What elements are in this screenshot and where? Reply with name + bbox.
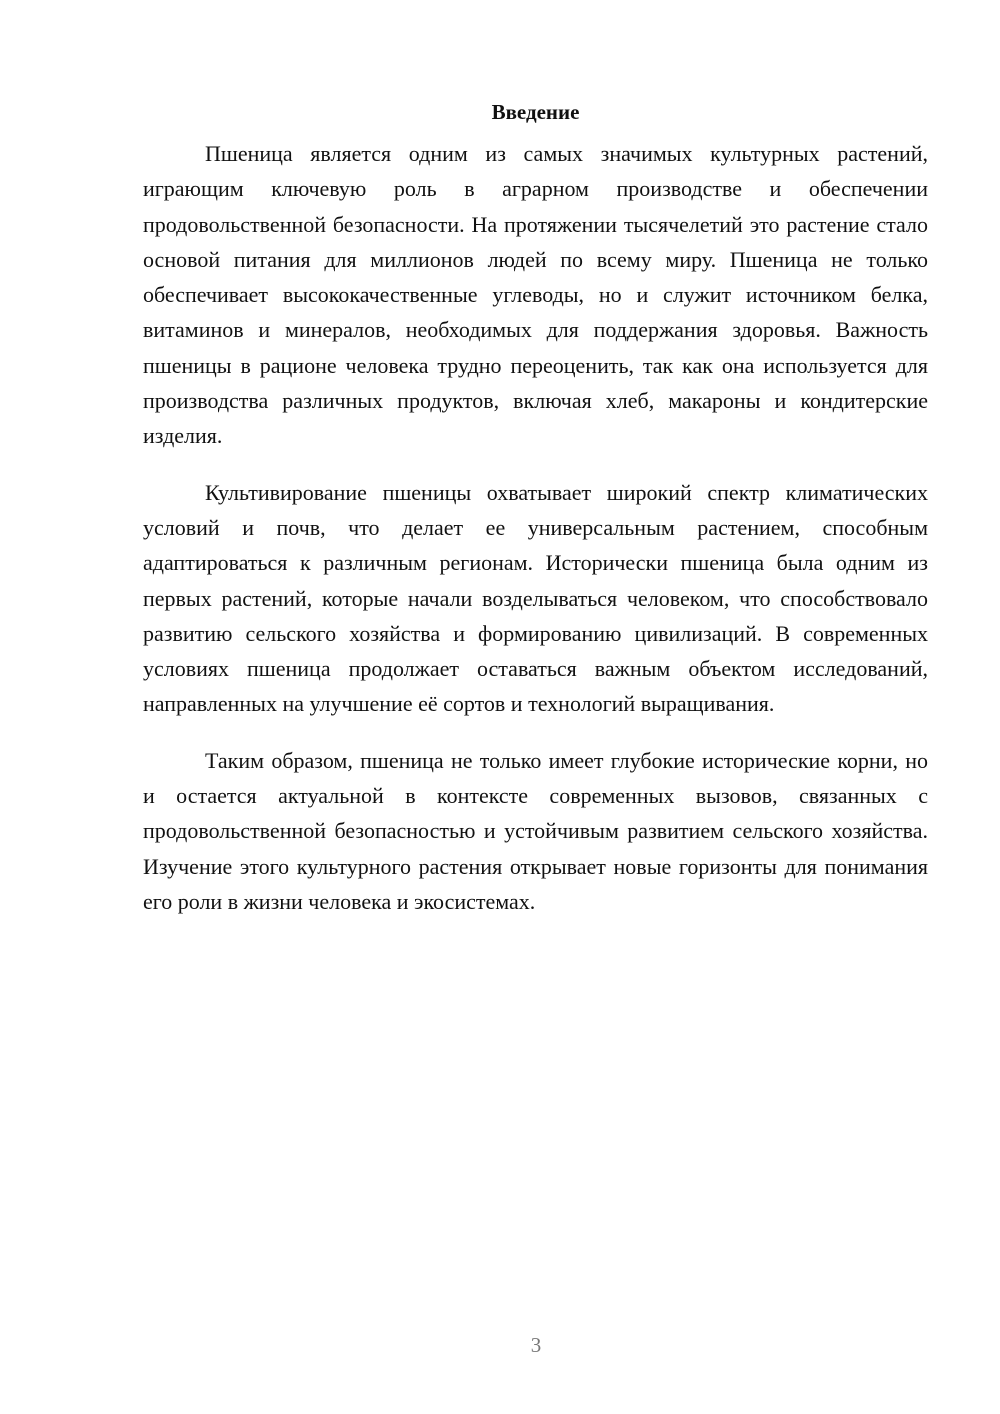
section-heading: Введение [491, 100, 580, 124]
page-content [143, 96, 928, 940]
paragraph-3: Таким образом, пшеница не только имеет глубокие исторические корни, но и остается актуальной в контексте современных вызовов, связанных с продовольственной безопасностью и устойчивым развитием сельского хозяйства. Изучение этого культурного растения открывает новые горизонты для понимания его роли в жизни человека и экосистемах. [143, 747, 928, 914]
page-number: 3 [530, 1333, 542, 1357]
paragraph-2: Культивирование пшеницы охватывает широкий спектр климатических условий и почв, что делает ее универсальным растением, способным адаптироваться к различным регионам. Исторически пшеница была одним из первых растений, которые начали возделываться человеком, что способствовало развитию сельского хозяйства и формированию цивилизаций. В современных условиях пшеница продолжает оставаться важным объектом исследований, направленных на улучшение её сортов и технологий выращивания. [143, 479, 928, 717]
paragraph-1: Пшеница является одним из самых значимых культурных растений, играющим ключевую роль в аграрном производстве и обеспечении продовольственной безопасности. На протяжении тысячелетий это растение стало основой питания для миллионов людей по всему миру. Пшеница не только обеспечивает высококачественные углеводы, но и служит источником белка, витаминов и минералов, необходимых для поддержания здоровья. Важность пшеницы в рационе человека трудно переоценить, так как она используется для производства различных продуктов, включая хлеб, макароны и кондитерские изделия. [143, 141, 928, 449]
